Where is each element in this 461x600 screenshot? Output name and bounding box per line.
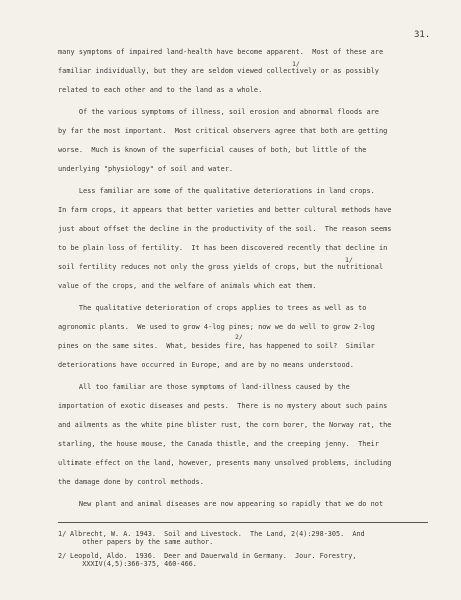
text-line: agronomic plants. We used to grow 4-log pines; now we do well to grow 2-log	[58, 323, 375, 331]
text-line: soil fertility reduces not only the gross yields of crops, but the nutritional	[58, 263, 384, 271]
text-line: just about offset the decline in the productivity of the soil. The reason seems	[58, 225, 392, 233]
footnote-ref: 1/	[292, 60, 300, 68]
text-line: In farm crops, it appears that better varieties and better cultural methods have	[58, 206, 392, 214]
text-line: and ailments as the white pine blister rust, the corn borer, the Norway rat, the	[58, 421, 392, 429]
text-line: to be plain loss of fertility. It has been discovered recently that decline in	[58, 244, 388, 252]
text-line: deteriorations have occurred in Europe, and are by no means understood.	[58, 361, 354, 369]
footnote-text: Leopold, Aldo. 1936. Deer and Dauerwald in Germany. Jour. Forestry, XXXIV(4,5):366-375, 460-466.	[70, 552, 357, 568]
text-line: familiar individually, but they are seldom viewed collectively or as possibly	[58, 67, 379, 75]
text-line: All too familiar are those symptoms of land-illness caused by the	[58, 383, 350, 391]
footnote-divider	[58, 522, 428, 523]
footnote-number: 1/	[58, 530, 67, 538]
text-line: New plant and animal diseases are now appearing so rapidly that we do not	[58, 500, 384, 508]
footnote-ref: 1/	[345, 256, 353, 264]
text-line: value of the crops, and the welfare of animals which eat them.	[58, 282, 317, 290]
text-line: the damage done by control methods.	[58, 478, 204, 486]
text-line: Less familiar are some of the qualitative deteriorations in land crops.	[58, 187, 375, 195]
text-line: The qualitative deterioration of crops applies to trees as well as to	[58, 304, 367, 312]
text-line: starling, the house mouse, the Canada thistle, and the creeping jenny. Their	[58, 440, 379, 448]
text-line: many symptoms of impaired land-health have become apparent. Most of these are	[58, 48, 384, 56]
text-line: Of the various symptoms of illness, soil erosion and abnormal floods are	[58, 108, 379, 116]
text-line: worse. Much is known of the superficial causes of both, but little of the	[58, 146, 367, 154]
text-line: importation of exotic diseases and pests. There is no mystery about such pains	[58, 402, 388, 410]
text-line: pines on the same sites. What, besides fire, has happened to soil? Similar	[58, 342, 375, 350]
text-line: underlying "physiology" of soil and water.	[58, 165, 234, 173]
page-number: 31.	[414, 30, 431, 40]
text-line: related to each other and to the land as a whole.	[58, 86, 263, 94]
footnote-number: 2/	[58, 552, 67, 560]
footnote-ref: 2/	[235, 333, 243, 341]
text-line: ultimate effect on the land, however, presents many unsolved problems, including	[58, 459, 392, 467]
text-line: by far the most important. Most critical observers agree that both are getting	[58, 127, 388, 135]
footnote-text: Albrecht, W. A. 1943. Soil and Livestock. The Land, 2(4):298-305. And other papers by the same author.	[70, 530, 365, 546]
